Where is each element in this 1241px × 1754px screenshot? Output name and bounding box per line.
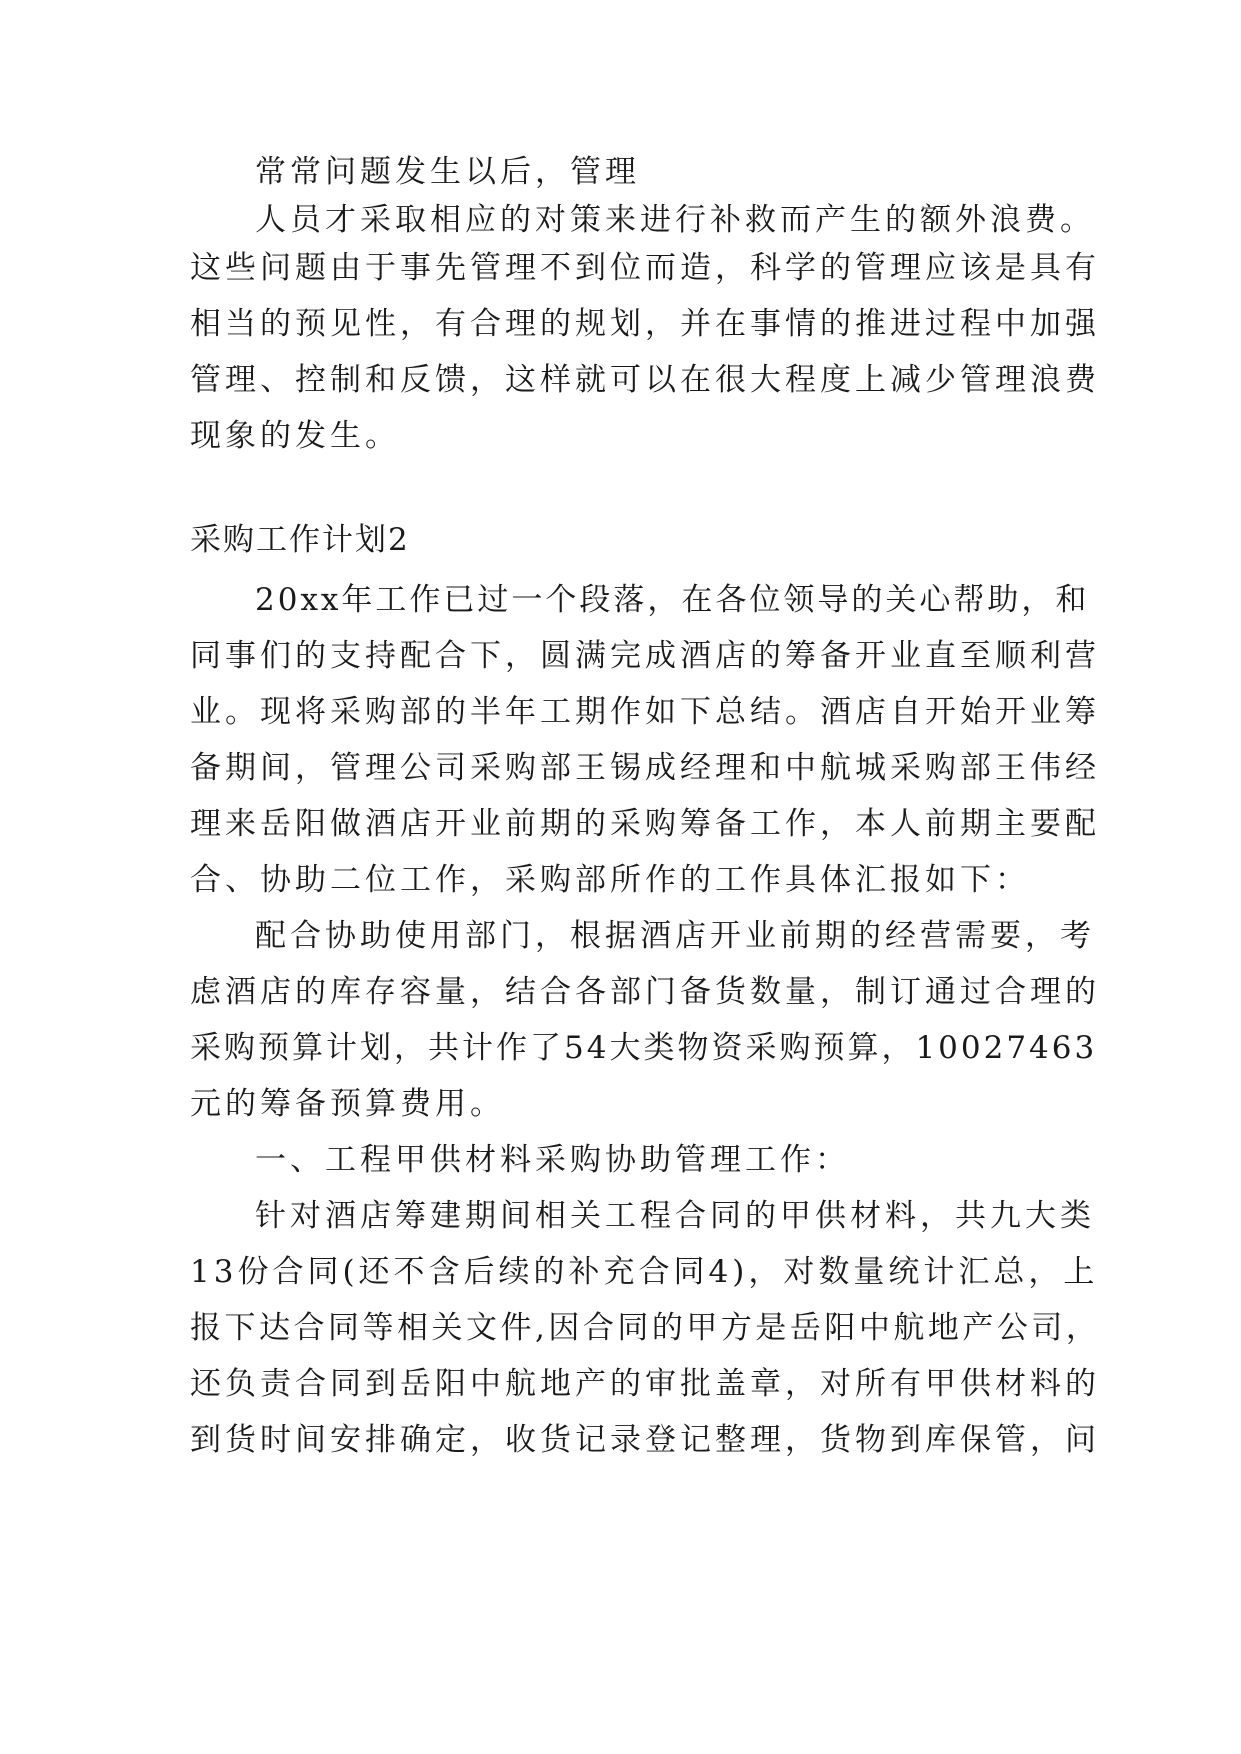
- paragraph-line: 业。现将采购部的半年工期作如下总结。酒店自开始开业筹: [190, 694, 1100, 730]
- paragraph-line: 相当的预见性，有合理的规划，并在事情的推进过程中加强: [190, 306, 1100, 342]
- paragraph-line: 虑酒店的库存容量，结合各部门备货数量，制订通过合理的: [190, 974, 1100, 1010]
- paragraph-line: 报下达合同等相关文件,因合同的甲方是岳阳中航地产公司，: [190, 1310, 1101, 1346]
- paragraph-line: 现象的发生。: [190, 418, 400, 454]
- paragraph-line: 针对酒店筹建期间相关工程合同的甲供材料，共九大类: [255, 1198, 1095, 1234]
- paragraph-line: 人员才采取相应的对策来进行补救而产生的额外浪费。: [255, 202, 1095, 238]
- paragraph-line: 还负责合同到岳阳中航地产的审批盖章，对所有甲供材料的: [190, 1366, 1100, 1402]
- paragraph-line: 同事们的支持配合下，圆满完成酒店的筹备开业直至顺利营: [190, 638, 1100, 674]
- section-title: 采购工作计划2: [190, 522, 410, 558]
- paragraph-line: 采购预算计划，共计作了54大类物资采购预算，10027463: [190, 1030, 1098, 1066]
- paragraph-line: 13份合同(还不含后续的补充合同4)，对数量统计汇总，上: [190, 1254, 1099, 1290]
- paragraph-line: 配合协助使用部门，根据酒店开业前期的经营需要，考: [255, 918, 1095, 954]
- paragraph-line: 管理、控制和反馈，这样就可以在很大程度上减少管理浪费: [190, 362, 1100, 398]
- paragraph-line: 备期间，管理公司采购部王锡成经理和中航城采购部王伟经: [190, 750, 1100, 786]
- paragraph-line: 元的筹备预算费用。: [190, 1086, 505, 1122]
- paragraph-line: 到货时间安排确定，收货记录登记整理，货物到库保管，问: [190, 1422, 1100, 1458]
- paragraph-line: 合、协助二位工作，采购部所作的工作具体汇报如下：: [190, 862, 1030, 898]
- list-heading: 一、工程甲供材料采购协助管理工作：: [255, 1142, 850, 1178]
- paragraph-line: 常常问题发生以后，管理: [255, 154, 640, 190]
- paragraph-line: 理来岳阳做酒店开业前期的采购筹备工作，本人前期主要配: [190, 806, 1100, 842]
- paragraph-line: 这些问题由于事先管理不到位而造，科学的管理应该是具有: [190, 250, 1100, 286]
- paragraph-line: 20xx年工作已过一个段落，在各位领导的关心帮助，和: [255, 582, 1090, 618]
